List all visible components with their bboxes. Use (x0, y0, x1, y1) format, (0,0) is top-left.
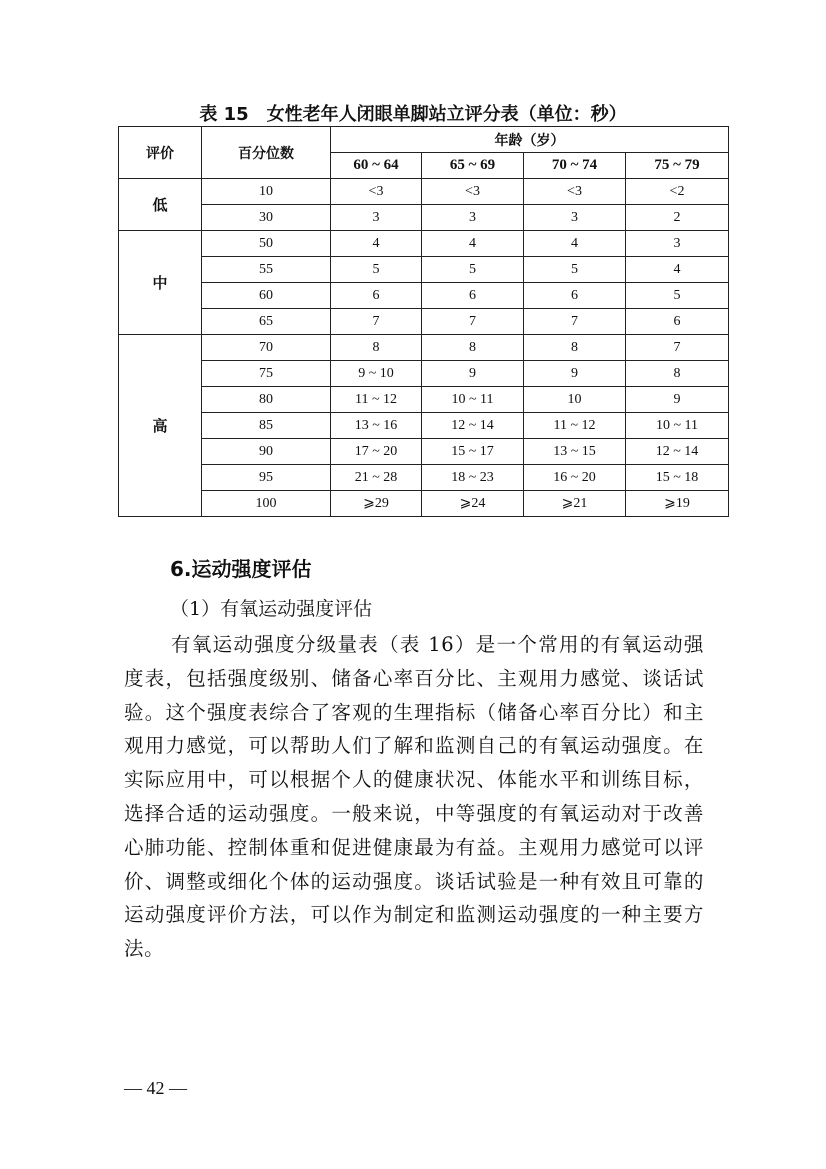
score-cell: 8 (524, 335, 626, 361)
percentile-cell: 75 (202, 361, 331, 387)
score-cell: 8 (331, 335, 422, 361)
header-age-group: 75 ~ 79 (626, 153, 729, 179)
page-number: — 42 — (124, 1078, 187, 1098)
table-row (119, 465, 729, 491)
percentile-cell: 70 (202, 335, 331, 361)
table-row (119, 335, 729, 361)
table-row (119, 439, 729, 465)
score-cell: 13 ~ 15 (524, 439, 626, 465)
table-row (119, 387, 729, 413)
score-cell: 7 (524, 309, 626, 335)
score-cell: <3 (524, 179, 626, 205)
score-cell: 3 (524, 205, 626, 231)
score-cell: 4 (422, 231, 524, 257)
header-percentile: 百分位数 (202, 127, 331, 179)
score-cell: <2 (626, 179, 729, 205)
header-rating: 评价 (119, 127, 202, 179)
score-cell: 4 (626, 257, 729, 283)
percentile-cell: 50 (202, 231, 331, 257)
table-row (119, 413, 729, 439)
score-cell: 5 (524, 257, 626, 283)
score-cell: 9 (524, 361, 626, 387)
section-heading: 6.运动强度评估 (170, 557, 312, 581)
percentile-cell: 100 (202, 491, 331, 517)
score-cell: 6 (422, 283, 524, 309)
rating-cell: 低 (119, 179, 202, 231)
score-cell: 18 ~ 23 (422, 465, 524, 491)
score-cell: 7 (331, 309, 422, 335)
score-cell: 6 (331, 283, 422, 309)
score-cell: 12 ~ 14 (422, 413, 524, 439)
percentile-cell: 80 (202, 387, 331, 413)
header-age-group: 65 ~ 69 (422, 153, 524, 179)
score-cell: 10 ~ 11 (422, 387, 524, 413)
percentile-cell: 90 (202, 439, 331, 465)
score-cell: 7 (422, 309, 524, 335)
percentile-cell: 55 (202, 257, 331, 283)
percentile-cell: 10 (202, 179, 331, 205)
score-cell: 5 (422, 257, 524, 283)
score-cell: 4 (331, 231, 422, 257)
header-age: 年龄（岁） (331, 127, 729, 153)
table-caption: 表 15 女性老年人闭眼单脚站立评分表（单位：秒） (199, 104, 627, 125)
score-cell: 15 ~ 17 (422, 439, 524, 465)
score-cell: 6 (626, 309, 729, 335)
score-cell: ⩾24 (422, 491, 524, 517)
score-cell: 3 (626, 231, 729, 257)
score-cell: 7 (626, 335, 729, 361)
section-subheading: （1）有氧运动强度评估 (170, 598, 373, 620)
percentile-cell: 60 (202, 283, 331, 309)
score-cell: 9 ~ 10 (331, 361, 422, 387)
score-cell: 10 ~ 11 (626, 413, 729, 439)
score-cell: 8 (422, 335, 524, 361)
table-row (119, 491, 729, 517)
rating-cell: 高 (119, 335, 202, 517)
score-cell: 2 (626, 205, 729, 231)
score-cell: 15 ~ 18 (626, 465, 729, 491)
score-cell: 21 ~ 28 (331, 465, 422, 491)
score-cell: 4 (524, 231, 626, 257)
score-cell: ⩾21 (524, 491, 626, 517)
score-cell: 3 (331, 205, 422, 231)
score-cell: 9 (626, 387, 729, 413)
score-cell: 11 ~ 12 (524, 413, 626, 439)
score-cell: 5 (331, 257, 422, 283)
header-age-group: 60 ~ 64 (331, 153, 422, 179)
score-cell: 5 (626, 283, 729, 309)
table-row (119, 257, 729, 283)
score-cell: <3 (422, 179, 524, 205)
table-body (119, 179, 729, 517)
score-cell: 9 (422, 361, 524, 387)
percentile-cell: 65 (202, 309, 331, 335)
score-table (118, 126, 729, 517)
table-row (119, 309, 729, 335)
score-cell: 6 (524, 283, 626, 309)
score-cell: 8 (626, 361, 729, 387)
header-age-group: 70 ~ 74 (524, 153, 626, 179)
score-cell: 11 ~ 12 (331, 387, 422, 413)
percentile-cell: 95 (202, 465, 331, 491)
table-row (119, 179, 729, 205)
score-cell: 3 (422, 205, 524, 231)
score-cell: 12 ~ 14 (626, 439, 729, 465)
table-row (119, 361, 729, 387)
score-cell: <3 (331, 179, 422, 205)
score-cell: 13 ~ 16 (331, 413, 422, 439)
rating-cell: 中 (119, 231, 202, 335)
score-cell: 16 ~ 20 (524, 465, 626, 491)
score-cell: ⩾29 (331, 491, 422, 517)
score-cell: ⩾19 (626, 491, 729, 517)
body-paragraph: 有氧运动强度分级量表（表 16）是一个常用的有氧运动强度表，包括强度级别、储备心率百分比、主观用力感觉、谈话试验。这个强度表综合了客观的生理指标（储备心率百分比）和主观用力感觉，可以帮助人们了解和监测自己的有氧运动强度。在实际应用中，可以根据个人的健康状况、体能水平和训练目标，选择合适的运动强度。一般来说，中等强度的有氧运动对于改善心肺功能、控制体重和促进健康最为有益。主观用力感觉可以评价、调整或细化个体的运动强度。谈话试验是一种有效且可靠的运动强度评价方法，可以作为制定和监测运动强度的一种主要方法。 (124, 633, 704, 961)
table-row (119, 283, 729, 309)
score-cell: 17 ~ 20 (331, 439, 422, 465)
table-row (119, 231, 729, 257)
percentile-cell: 85 (202, 413, 331, 439)
percentile-cell: 30 (202, 205, 331, 231)
table-row (119, 205, 729, 231)
score-cell: 10 (524, 387, 626, 413)
table-header (119, 127, 729, 179)
